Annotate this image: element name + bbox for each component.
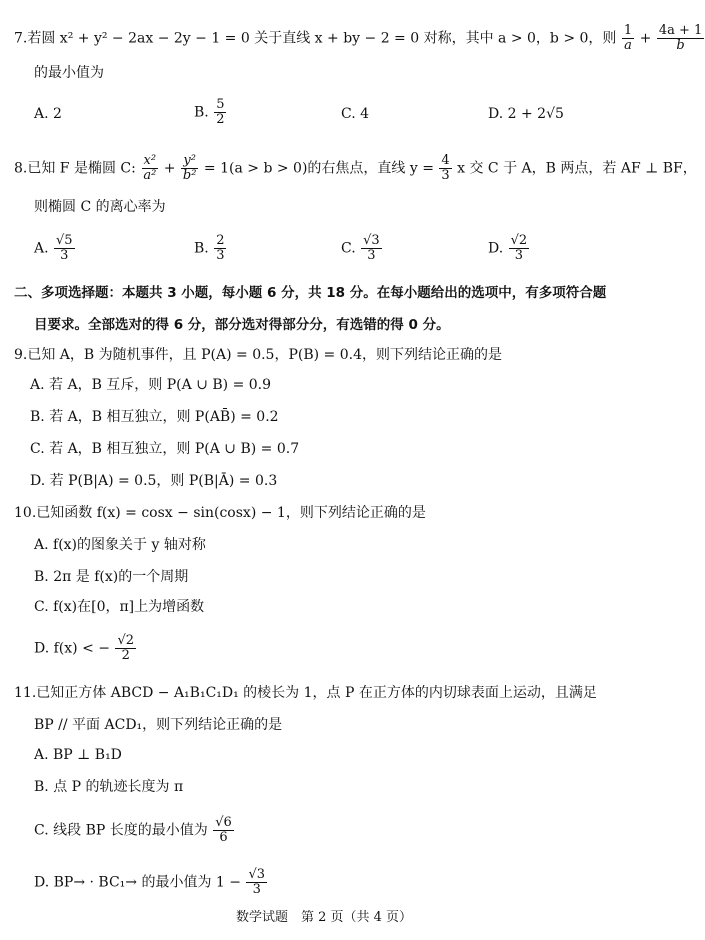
page-footer: 数学试题 第 2 页（共 4 页）	[235, 910, 413, 925]
q8-option-c	[341, 234, 383, 263]
section2-heading-line2: 目要求。全部选对的得 6 分，部分选对得部分分，有选错的得 0 分。	[34, 317, 450, 333]
q11-stem-line2: BP // 平面 ACD₁，则下列结论正确的是	[34, 717, 283, 733]
q7-stem-line2: 的最小值为	[34, 65, 104, 81]
q11-option-a: A. BP ⊥ B₁D	[34, 747, 122, 763]
q8-option-d-frac	[509, 234, 530, 263]
q8-option-d-den: 3	[514, 248, 524, 263]
q7-plus: +	[639, 30, 652, 47]
q10-stem: 10.已知函数 f(x) = cosx − sin(cosx) − 1，则下列结论正确的是	[14, 505, 426, 521]
q11-option-d-frac	[246, 868, 267, 897]
q7-frac1	[622, 24, 634, 53]
q7-frac1-num: 1	[623, 23, 633, 38]
q8-option-a-frac	[54, 234, 75, 263]
q7-frac2-den: b	[676, 38, 685, 53]
q7-stem-line1	[14, 24, 705, 53]
q8-option-c-frac	[361, 234, 382, 263]
section2-heading-line1: 二、多项选择题：本题共 3 小题，每小题 6 分，共 18 分。在每小题给出的选项中，有多项符合题	[14, 285, 607, 301]
q8-option-a-num: √5	[56, 233, 73, 248]
q8-option-b	[194, 234, 227, 263]
q8-frac-x-den: a²	[143, 168, 157, 183]
q8-stem-end: x 交 C 于 A，B 两点，若 AF ⊥ BF，	[457, 160, 697, 177]
q8-stem-mid: = 1(a > b > 0)的右焦点，直线 y =	[203, 160, 434, 177]
q8-stem-part1: 8.已知 F 是椭圆 C:	[14, 160, 136, 177]
q8-option-d-num: √2	[510, 233, 528, 248]
q11-option-b: B. 点 P 的轨迹长度为 π	[34, 779, 184, 795]
q8-option-d	[488, 234, 530, 263]
q8-stem-line1	[14, 154, 697, 183]
q7-option-c: C. 4	[341, 106, 370, 122]
q11-stem-line1: 11.已知正方体 ABCD − A₁B₁C₁D₁ 的棱长为 1，点 P 在正方体的内切球表面上运动，且满足	[14, 685, 597, 701]
q8-option-b-num: 2	[216, 233, 225, 248]
q8-option-a	[34, 234, 76, 263]
q9-option-c: C. 若 A，B 相互独立，则 P(A ∪ B) = 0.7	[30, 441, 300, 457]
q8-frac-slope-den: 3	[441, 168, 450, 183]
q8-option-a-den: 3	[60, 248, 69, 263]
q10-option-d-label: D. f(x) < −	[34, 640, 110, 657]
q11-option-c-num: √6	[215, 815, 232, 830]
q10-option-c: C. f(x)在[0，π]上为增函数	[34, 599, 205, 615]
q10-option-d-frac	[115, 634, 136, 663]
q7-frac2-num: 4a + 1	[658, 23, 703, 38]
q8-option-c-den: 3	[367, 248, 376, 263]
q8-option-d-label: D.	[488, 240, 504, 257]
q8-option-b-den: 3	[216, 248, 225, 263]
q8-frac-x-num: x²	[143, 153, 157, 168]
q7-frac2	[657, 24, 704, 53]
q8-frac-y-den: b²	[182, 168, 197, 183]
q10-option-b: B. 2π 是 f(x)的一个周期	[34, 569, 189, 585]
q9-option-a: A. 若 A，B 互斥，则 P(A ∪ B) = 0.9	[30, 377, 272, 393]
q7-stem-part1: 7.若圆 x² + y² − 2ax − 2y − 1 = 0 关于直线 x + by − 2 = 0 对称，其中 a > 0，b > 0，则	[14, 30, 617, 47]
q10-option-a: A. f(x)的图象关于 y 轴对称	[34, 537, 206, 553]
q8-frac-slope	[439, 154, 451, 183]
q9-option-b: B. 若 A，B 相互独立，则 P(AB̄) = 0.2	[30, 409, 279, 425]
q7-option-b	[194, 98, 227, 127]
q11-option-c-frac	[213, 816, 234, 845]
q7-option-b-den: 2	[216, 112, 225, 127]
q7-option-a: A. 2	[34, 106, 62, 122]
q10-option-d	[34, 634, 137, 663]
q8-option-c-label: C.	[341, 240, 356, 257]
q7-frac1-den: a	[624, 38, 632, 53]
q8-option-c-num: √3	[363, 233, 380, 248]
q10-option-d-num: √2	[117, 633, 135, 648]
q7-option-b-frac	[214, 98, 226, 127]
q7-option-b-num: 5	[216, 97, 225, 112]
q9-stem: 9.已知 A，B 为随机事件，且 P(A) = 0.5，P(B) = 0.4，则下列结论正确的是	[14, 347, 502, 363]
q8-plus: +	[163, 160, 176, 177]
q8-option-a-label: A.	[34, 240, 49, 257]
q7-option-b-label: B.	[194, 104, 209, 121]
q8-frac-slope-num: 4	[441, 153, 450, 168]
q11-option-d-den: 3	[252, 882, 261, 897]
q11-option-d-label: D. BP→ · BC₁→ 的最小值为 1 −	[34, 874, 242, 891]
q8-stem-line2: 则椭圆 C 的离心率为	[34, 199, 166, 215]
q7-option-d: D. 2 + 2√5	[488, 106, 564, 122]
q11-option-d-num: √3	[248, 867, 266, 882]
q11-option-c	[34, 816, 235, 845]
q10-option-d-den: 2	[121, 648, 130, 663]
q8-frac-y	[181, 154, 199, 183]
q11-option-c-den: 6	[219, 830, 228, 845]
q11-option-d	[34, 868, 268, 897]
q11-option-c-label: C. 线段 BP 长度的最小值为	[34, 822, 208, 839]
q9-option-d: D. 若 P(B|A) = 0.5，则 P(B|Ā) = 0.3	[30, 473, 278, 489]
q8-option-b-frac	[214, 234, 226, 263]
q8-option-b-label: B.	[194, 240, 209, 257]
q8-frac-x	[141, 154, 158, 183]
q8-frac-y-num: y²	[183, 153, 196, 168]
